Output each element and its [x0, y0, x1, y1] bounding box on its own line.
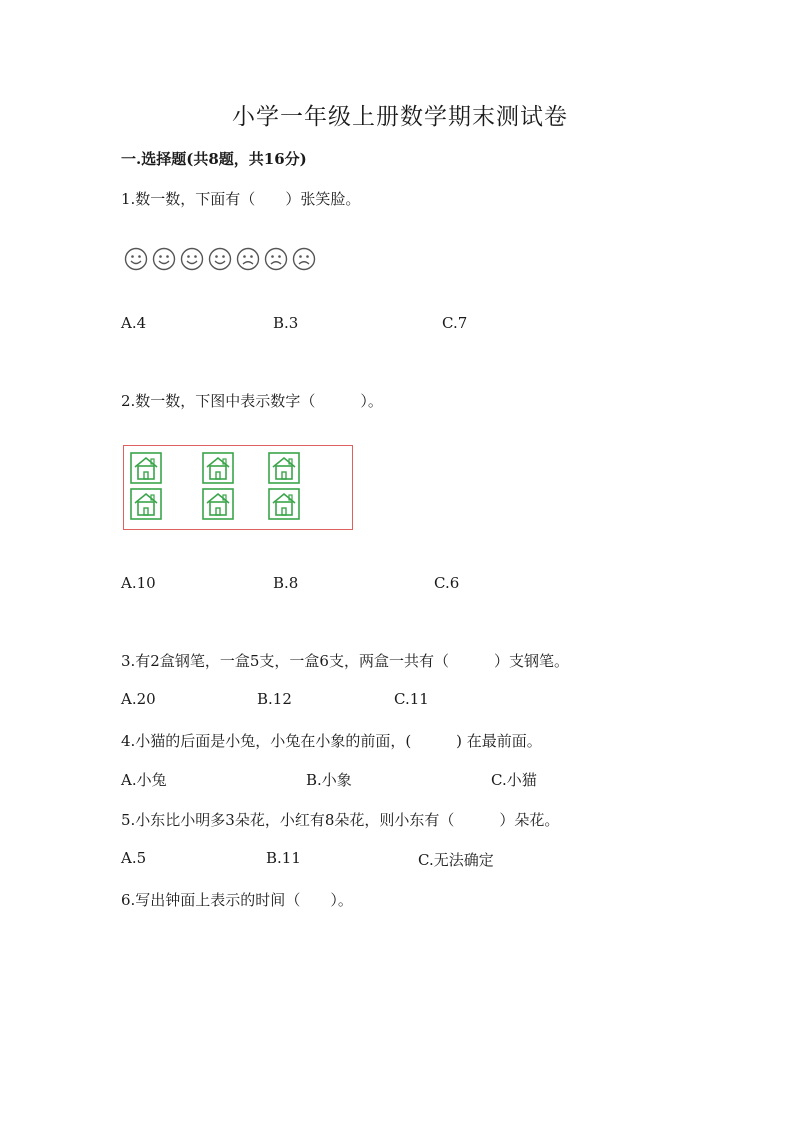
question-1-option-b[interactable]: B.3 [273, 314, 299, 332]
question-2-option-c[interactable]: C.6 [434, 574, 460, 592]
question-1-option-c[interactable]: C.7 [442, 314, 468, 332]
question-4-option-c[interactable]: C.小猫 [491, 771, 537, 789]
smiley-face-icon [152, 247, 176, 271]
question-5-text: 5.小东比小明多3朵花，小红有8朵花，则小东有（ ）朵花。 [121, 811, 560, 829]
question-2-option-a[interactable]: A.10 [121, 574, 156, 592]
faces-row [124, 247, 316, 271]
question-4-option-a[interactable]: A.小兔 [121, 771, 167, 789]
page-title: 小学一年级上册数学期末测试卷 [232, 104, 568, 130]
smiley-face-icon [124, 247, 148, 271]
question-3-option-b[interactable]: B.12 [257, 690, 292, 708]
question-6-text: 6.写出钟面上表示的时间（ ）。 [121, 891, 353, 909]
section-heading: 一.选择题(共8题，共16分) [121, 150, 307, 168]
house-icon [130, 488, 162, 520]
smiley-face-icon [208, 247, 232, 271]
question-3-text: 3.有2盒钢笔，一盒5支，一盒6支，两盒一共有（ ）支钢笔。 [121, 652, 569, 670]
question-1-option-a[interactable]: A.4 [121, 314, 147, 332]
question-2-text: 2.数一数，下图中表示数字（ ）。 [121, 392, 383, 410]
question-2-option-b[interactable]: B.8 [273, 574, 299, 592]
house-icon [268, 488, 300, 520]
frowny-face-icon [264, 247, 288, 271]
question-4-text: 4.小猫的后面是小兔，小兔在小象的前面，( ) 在最前面。 [121, 732, 542, 750]
question-4-option-b[interactable]: B.小象 [306, 771, 352, 789]
question-3-option-a[interactable]: A.20 [121, 690, 156, 708]
question-5-option-c[interactable]: C.无法确定 [418, 851, 494, 869]
frowny-face-icon [292, 247, 316, 271]
house-picture-frame [123, 445, 353, 530]
house-icon [268, 452, 300, 484]
question-1-text: 1.数一数，下面有（ ）张笑脸。 [121, 190, 361, 208]
frowny-face-icon [236, 247, 260, 271]
question-3-option-c[interactable]: C.11 [394, 690, 429, 708]
house-icon [130, 452, 162, 484]
question-5-option-b[interactable]: B.11 [266, 849, 301, 867]
house-icon [202, 452, 234, 484]
smiley-face-icon [180, 247, 204, 271]
house-icon [202, 488, 234, 520]
question-5-option-a[interactable]: A.5 [121, 849, 147, 867]
